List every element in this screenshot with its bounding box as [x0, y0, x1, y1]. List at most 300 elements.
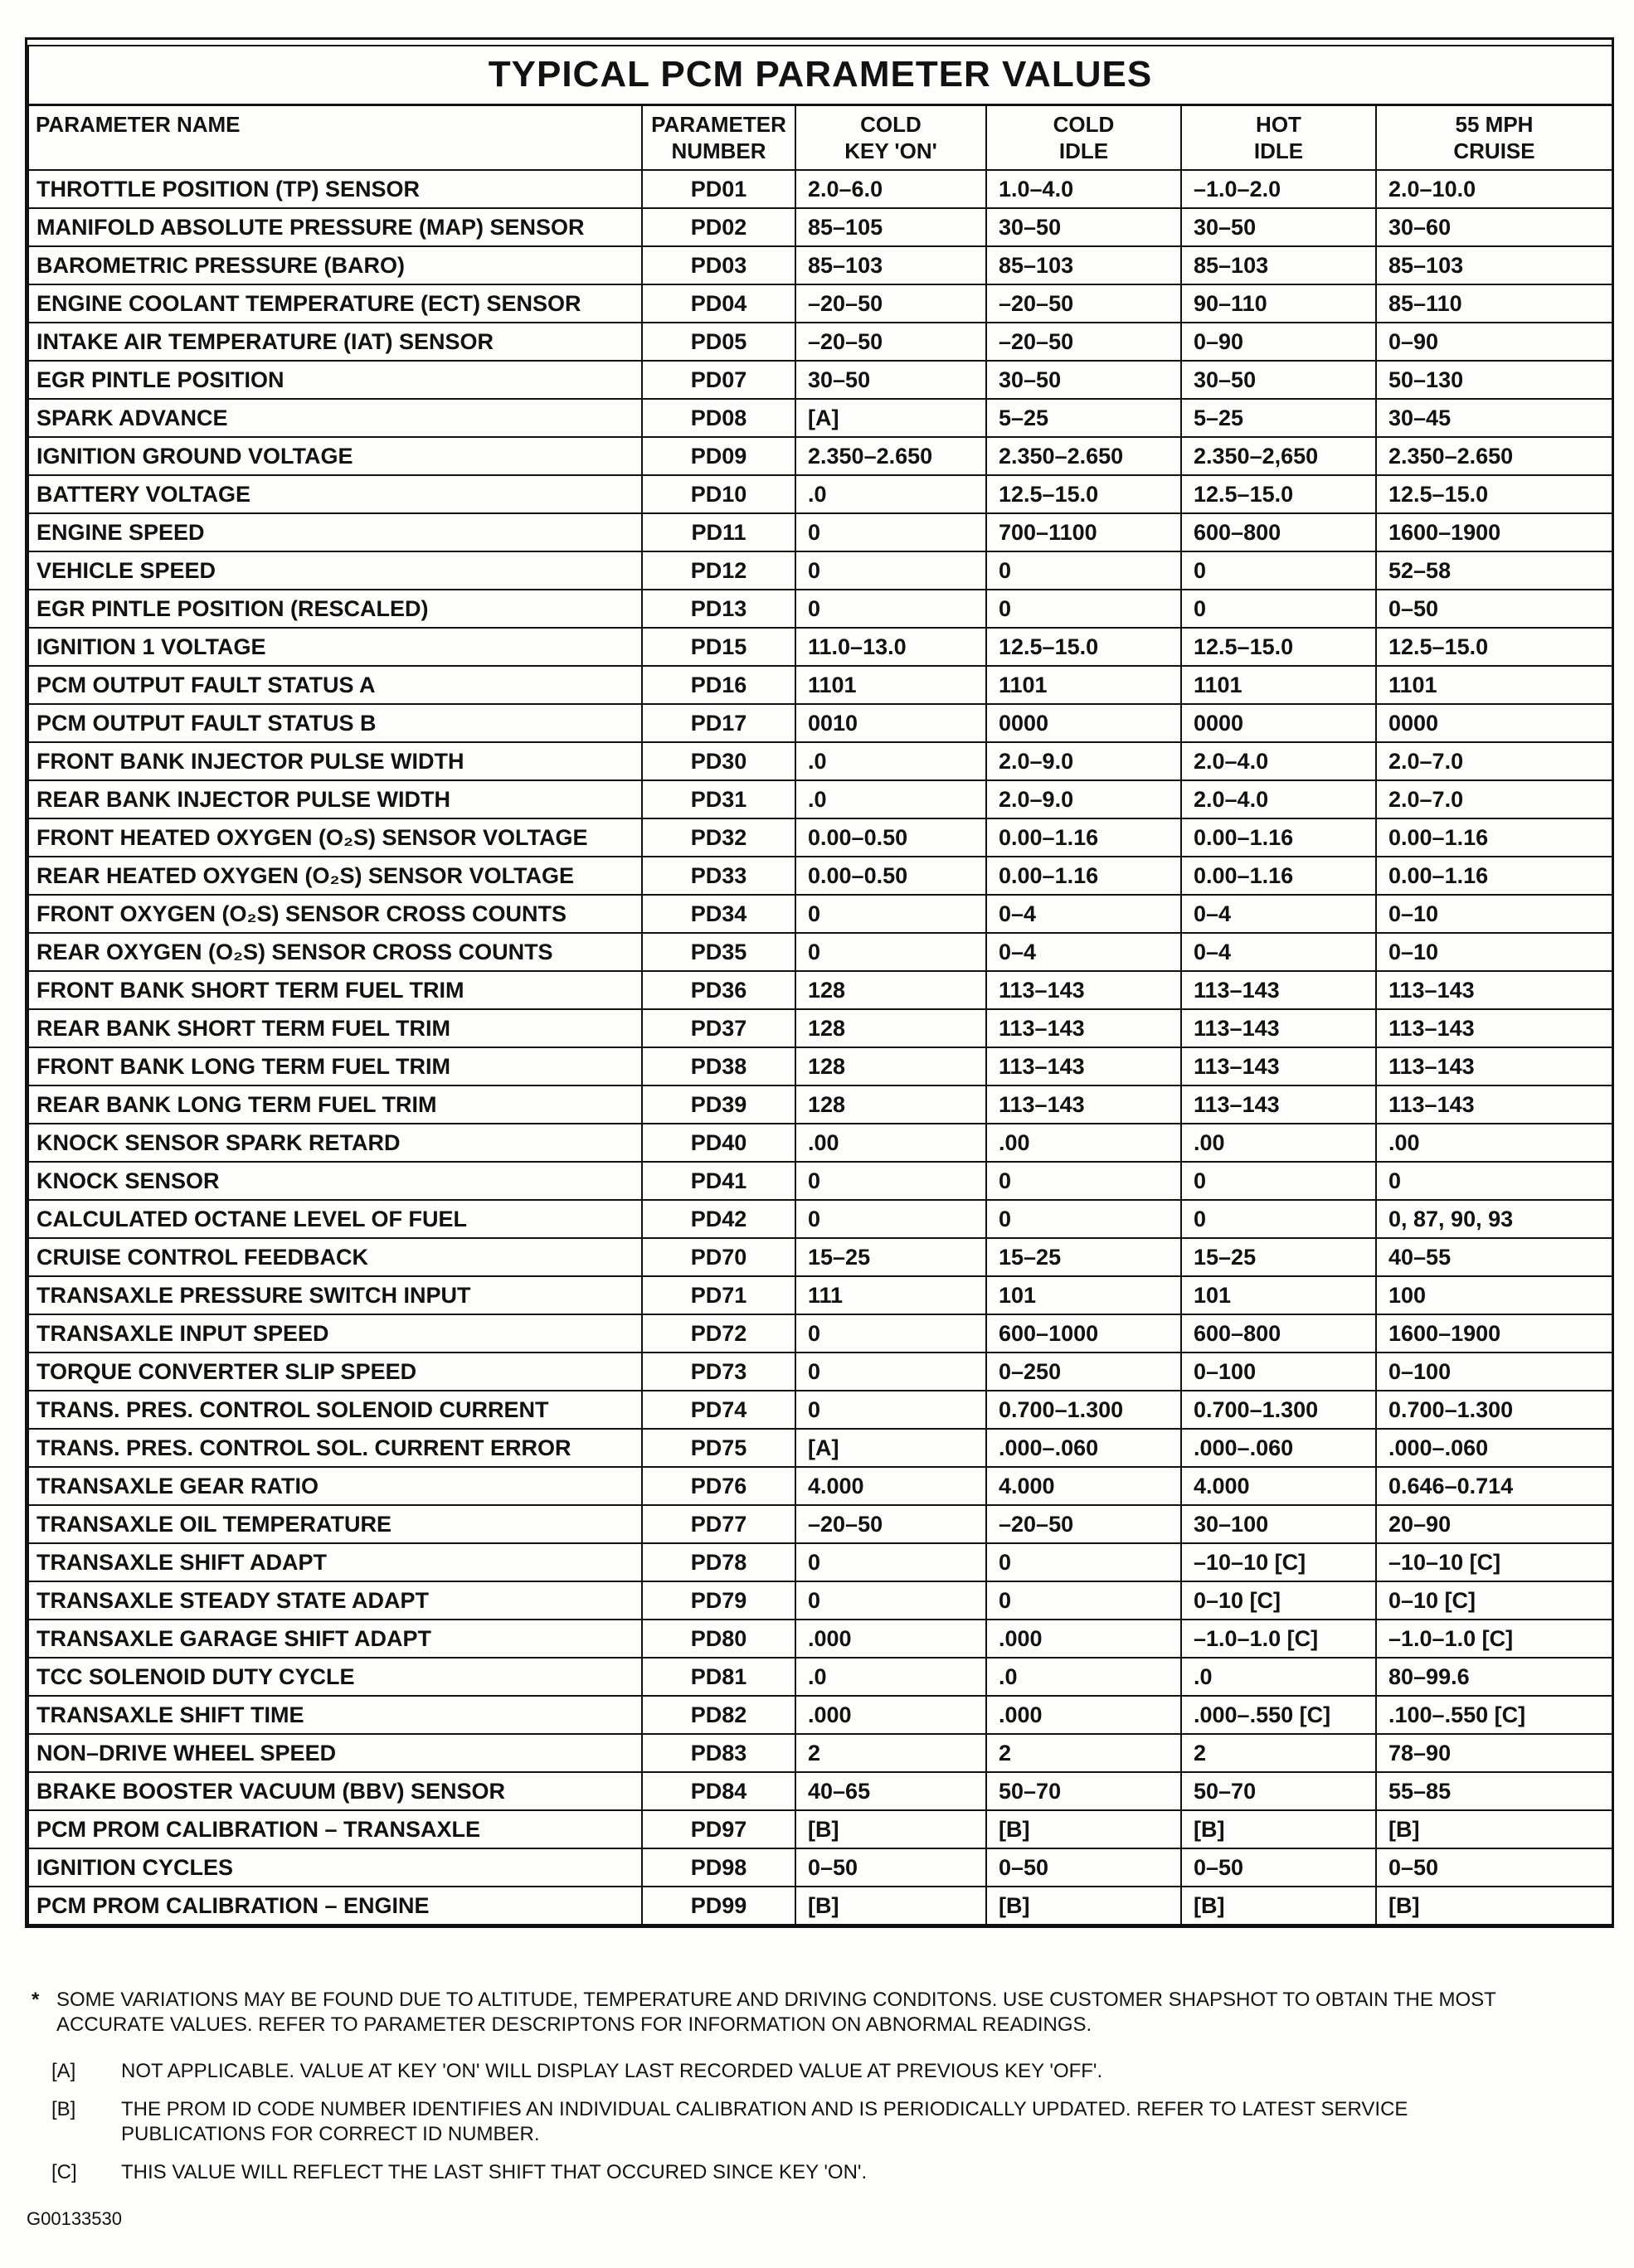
cell-55mph-cruise: 85–103 [1376, 246, 1612, 284]
cell-parameter-number: PD01 [642, 170, 795, 208]
footnote-a-text: NOT APPLICABLE. VALUE AT KEY 'ON' WILL DISPLAY LAST RECORDED VALUE AT PREVIOUS KEY 'OFF'. [121, 2060, 1103, 2082]
footnote-c-marker: [C] [51, 2161, 77, 2183]
table-row [28, 1848, 1612, 1887]
cell-55mph-cruise: 113–143 [1376, 1009, 1612, 1047]
cell-parameter-name: IGNITION CYCLES [28, 1848, 642, 1887]
table-row [28, 361, 1612, 399]
table-row [28, 246, 1612, 284]
cell-55mph-cruise: –10–10 [C] [1376, 1543, 1612, 1581]
cell-cold-idle: 113–143 [986, 1047, 1181, 1085]
cell-cold-key-on: 0 [795, 933, 986, 971]
footnote-a [51, 2059, 1593, 2084]
cell-55mph-cruise: 1600–1900 [1376, 513, 1612, 551]
cell-hot-idle: 101 [1181, 1276, 1376, 1314]
cell-parameter-number: PD32 [642, 818, 795, 857]
cell-parameter-number: PD03 [642, 246, 795, 284]
table-row [28, 1620, 1612, 1658]
cell-parameter-name: CALCULATED OCTANE LEVEL OF FUEL [28, 1200, 642, 1238]
cell-parameter-name: FRONT BANK INJECTOR PULSE WIDTH [28, 742, 642, 780]
table-row [28, 1581, 1612, 1620]
cell-parameter-name: TRANSAXLE PRESSURE SWITCH INPUT [28, 1276, 642, 1314]
cell-parameter-number: PD16 [642, 666, 795, 704]
cell-cold-idle: 12.5–15.0 [986, 628, 1181, 666]
header-cold-idle: COLD IDLE [986, 105, 1181, 171]
cell-parameter-name: ENGINE COOLANT TEMPERATURE (ECT) SENSOR [28, 284, 642, 323]
cell-55mph-cruise: 30–45 [1376, 399, 1612, 437]
cell-cold-idle: 85–103 [986, 246, 1181, 284]
cell-parameter-number: PD97 [642, 1810, 795, 1848]
cell-hot-idle: 30–100 [1181, 1505, 1376, 1543]
cell-55mph-cruise: 0.00–1.16 [1376, 857, 1612, 895]
header-cold-key-on: COLD KEY 'ON' [795, 105, 986, 171]
cell-55mph-cruise: 100 [1376, 1276, 1612, 1314]
cell-parameter-name: TRANSAXLE INPUT SPEED [28, 1314, 642, 1353]
cell-cold-key-on: 0 [795, 1543, 986, 1581]
cell-parameter-number: PD76 [642, 1467, 795, 1505]
table-row [28, 895, 1612, 933]
cell-cold-idle: 2 [986, 1734, 1181, 1772]
cell-hot-idle: .000–.550 [C] [1181, 1696, 1376, 1734]
cell-cold-key-on: .0 [795, 742, 986, 780]
table-row [28, 1658, 1612, 1696]
cell-hot-idle: –1.0–2.0 [1181, 170, 1376, 208]
cell-cold-idle: –20–50 [986, 1505, 1181, 1543]
cell-cold-key-on: .000 [795, 1696, 986, 1734]
cell-parameter-name: TRANS. PRES. CONTROL SOLENOID CURRENT [28, 1391, 642, 1429]
cell-hot-idle: 0–4 [1181, 895, 1376, 933]
cell-cold-key-on: 0 [795, 1581, 986, 1620]
footnote-b [51, 2097, 1593, 2147]
cell-parameter-name: BRAKE BOOSTER VACUUM (BBV) SENSOR [28, 1772, 642, 1810]
table-row [28, 551, 1612, 590]
cell-cold-idle: .00 [986, 1124, 1181, 1162]
table-row [28, 399, 1612, 437]
cell-cold-key-on: [B] [795, 1810, 986, 1848]
cell-cold-idle: .000 [986, 1696, 1181, 1734]
cell-55mph-cruise: 0.00–1.16 [1376, 818, 1612, 857]
cell-cold-idle: 0 [986, 1581, 1181, 1620]
footnote-star-marker: * [32, 1989, 40, 2011]
cell-hot-idle: 30–50 [1181, 208, 1376, 246]
table-row [28, 1429, 1612, 1467]
cell-parameter-number: PD12 [642, 551, 795, 590]
cell-cold-idle: 0 [986, 1543, 1181, 1581]
cell-parameter-number: PD40 [642, 1124, 795, 1162]
cell-parameter-number: PD37 [642, 1009, 795, 1047]
table-row [28, 1047, 1612, 1085]
table-row [28, 1696, 1612, 1734]
cell-parameter-number: PD13 [642, 590, 795, 628]
cell-parameter-number: PD05 [642, 323, 795, 361]
cell-cold-key-on: 85–103 [795, 246, 986, 284]
cell-cold-key-on: 0 [795, 1314, 986, 1353]
header-parameter-number: PARAMETER NUMBER [642, 105, 795, 171]
cell-hot-idle: .000–.060 [1181, 1429, 1376, 1467]
cell-parameter-name: FRONT OXYGEN (O₂S) SENSOR CROSS COUNTS [28, 895, 642, 933]
table-row [28, 208, 1612, 246]
cell-cold-idle: 30–50 [986, 208, 1181, 246]
cell-parameter-name: FRONT HEATED OXYGEN (O₂S) SENSOR VOLTAGE [28, 818, 642, 857]
cell-parameter-name: FRONT BANK SHORT TERM FUEL TRIM [28, 971, 642, 1009]
cell-hot-idle: .00 [1181, 1124, 1376, 1162]
cell-hot-idle: 12.5–15.0 [1181, 628, 1376, 666]
cell-cold-key-on: 128 [795, 1085, 986, 1124]
cell-parameter-name: VEHICLE SPEED [28, 551, 642, 590]
table-row [28, 1200, 1612, 1238]
table-row [28, 742, 1612, 780]
cell-hot-idle: 0.700–1.300 [1181, 1391, 1376, 1429]
cell-cold-idle: 0 [986, 1162, 1181, 1200]
cell-parameter-number: PD39 [642, 1085, 795, 1124]
cell-parameter-name: KNOCK SENSOR [28, 1162, 642, 1200]
cell-cold-idle: 0–4 [986, 895, 1181, 933]
cell-parameter-number: PD42 [642, 1200, 795, 1238]
cell-55mph-cruise: 1101 [1376, 666, 1612, 704]
cell-parameter-number: PD99 [642, 1887, 795, 1925]
table-row [28, 437, 1612, 475]
cell-hot-idle: 5–25 [1181, 399, 1376, 437]
cell-parameter-number: PD35 [642, 933, 795, 971]
cell-55mph-cruise: 2.0–10.0 [1376, 170, 1612, 208]
cell-cold-key-on: 15–25 [795, 1238, 986, 1276]
cell-parameter-name: SPARK ADVANCE [28, 399, 642, 437]
cell-cold-idle: –20–50 [986, 323, 1181, 361]
cell-parameter-name: REAR HEATED OXYGEN (O₂S) SENSOR VOLTAGE [28, 857, 642, 895]
cell-cold-idle: 101 [986, 1276, 1181, 1314]
cell-cold-idle: 0 [986, 590, 1181, 628]
cell-55mph-cruise: 0 [1376, 1162, 1612, 1200]
cell-parameter-name: THROTTLE POSITION (TP) SENSOR [28, 170, 642, 208]
cell-cold-key-on: 2 [795, 1734, 986, 1772]
table-row [28, 1238, 1612, 1276]
table-row [28, 513, 1612, 551]
cell-hot-idle: 600–800 [1181, 513, 1376, 551]
cell-hot-idle: [B] [1181, 1887, 1376, 1925]
cell-hot-idle: 1101 [1181, 666, 1376, 704]
cell-cold-key-on: .000 [795, 1620, 986, 1658]
cell-parameter-number: PD08 [642, 399, 795, 437]
table-title: TYPICAL PCM PARAMETER VALUES [28, 46, 1612, 105]
cell-55mph-cruise: 40–55 [1376, 1238, 1612, 1276]
cell-cold-key-on: 2.0–6.0 [795, 170, 986, 208]
table-header-row [28, 105, 1612, 171]
table-row [28, 628, 1612, 666]
footnote-b-marker: [B] [51, 2098, 76, 2120]
figure-id: G00133530 [27, 2208, 122, 2229]
cell-cold-key-on: .0 [795, 1658, 986, 1696]
cell-parameter-name: TRANSAXLE STEADY STATE ADAPT [28, 1581, 642, 1620]
cell-hot-idle: 113–143 [1181, 1047, 1376, 1085]
cell-parameter-name: EGR PINTLE POSITION [28, 361, 642, 399]
cell-cold-key-on: 1101 [795, 666, 986, 704]
cell-parameter-name: REAR OXYGEN (O₂S) SENSOR CROSS COUNTS [28, 933, 642, 971]
cell-cold-key-on: 0.00–0.50 [795, 857, 986, 895]
cell-cold-idle: 1.0–4.0 [986, 170, 1181, 208]
cell-55mph-cruise: 0–10 [1376, 933, 1612, 971]
cell-cold-key-on: [A] [795, 1429, 986, 1467]
cell-cold-key-on: 0 [795, 1162, 986, 1200]
cell-cold-idle: 2.0–9.0 [986, 780, 1181, 818]
table-row [28, 1772, 1612, 1810]
table-row [28, 1353, 1612, 1391]
cell-hot-idle: 90–110 [1181, 284, 1376, 323]
table-row [28, 857, 1612, 895]
cell-parameter-number: PD04 [642, 284, 795, 323]
cell-hot-idle: 2.0–4.0 [1181, 780, 1376, 818]
cell-55mph-cruise: 80–99.6 [1376, 1658, 1612, 1696]
cell-parameter-number: PD02 [642, 208, 795, 246]
cell-55mph-cruise: 0–50 [1376, 590, 1612, 628]
footnote-star-text: SOME VARIATIONS MAY BE FOUND DUE TO ALTITUDE, TEMPERATURE AND DRIVING CONDITONS. USE CUSTOMER SHAPSHOT TO OBTAIN THE MOST ACCURATE VALUES. REFER TO PARAMETER DESCRIPTONS FOR INFORMATION ON ABNORMAL READINGS. [56, 1989, 1496, 2036]
table-row [28, 1505, 1612, 1543]
cell-parameter-number: PD17 [642, 704, 795, 742]
cell-parameter-number: PD82 [642, 1696, 795, 1734]
cell-parameter-name: ENGINE SPEED [28, 513, 642, 551]
cell-hot-idle: 0 [1181, 1162, 1376, 1200]
table-row [28, 1734, 1612, 1772]
cell-cold-key-on: –20–50 [795, 284, 986, 323]
table-row [28, 284, 1612, 323]
cell-parameter-name: PCM OUTPUT FAULT STATUS B [28, 704, 642, 742]
cell-parameter-name: INTAKE AIR TEMPERATURE (IAT) SENSOR [28, 323, 642, 361]
cell-55mph-cruise: 0, 87, 90, 93 [1376, 1200, 1612, 1238]
table-row [28, 704, 1612, 742]
pcm-table-border [25, 37, 1614, 1928]
cell-cold-idle: .000–.060 [986, 1429, 1181, 1467]
cell-55mph-cruise: 1600–1900 [1376, 1314, 1612, 1353]
cell-cold-key-on: [A] [795, 399, 986, 437]
table-row [28, 1085, 1612, 1124]
cell-hot-idle: 2 [1181, 1734, 1376, 1772]
table-row [28, 1810, 1612, 1848]
cell-cold-idle: 4.000 [986, 1467, 1181, 1505]
cell-55mph-cruise: 12.5–15.0 [1376, 628, 1612, 666]
cell-cold-idle: 113–143 [986, 1009, 1181, 1047]
cell-cold-key-on: 0–50 [795, 1848, 986, 1887]
cell-parameter-number: PD78 [642, 1543, 795, 1581]
cell-55mph-cruise: 113–143 [1376, 1085, 1612, 1124]
header-parameter-name: PARAMETER NAME [28, 105, 642, 171]
cell-cold-idle: 2.350–2.650 [986, 437, 1181, 475]
cell-cold-key-on: 128 [795, 1047, 986, 1085]
cell-hot-idle: 0000 [1181, 704, 1376, 742]
cell-parameter-number: PD30 [642, 742, 795, 780]
cell-hot-idle: 0 [1181, 590, 1376, 628]
cell-parameter-name: IGNITION 1 VOLTAGE [28, 628, 642, 666]
cell-parameter-name: TRANSAXLE SHIFT ADAPT [28, 1543, 642, 1581]
cell-cold-idle: 1101 [986, 666, 1181, 704]
cell-parameter-name: BAROMETRIC PRESSURE (BARO) [28, 246, 642, 284]
cell-parameter-number: PD34 [642, 895, 795, 933]
cell-hot-idle: 0.00–1.16 [1181, 857, 1376, 895]
cell-cold-key-on: .0 [795, 475, 986, 513]
cell-55mph-cruise: 52–58 [1376, 551, 1612, 590]
cell-parameter-name: KNOCK SENSOR SPARK RETARD [28, 1124, 642, 1162]
cell-hot-idle: 15–25 [1181, 1238, 1376, 1276]
cell-55mph-cruise: –1.0–1.0 [C] [1376, 1620, 1612, 1658]
cell-cold-key-on: 85–105 [795, 208, 986, 246]
cell-cold-idle: 0 [986, 1200, 1181, 1238]
cell-parameter-number: PD38 [642, 1047, 795, 1085]
cell-cold-key-on: –20–50 [795, 1505, 986, 1543]
cell-cold-key-on: 30–50 [795, 361, 986, 399]
cell-parameter-name: MANIFOLD ABSOLUTE PRESSURE (MAP) SENSOR [28, 208, 642, 246]
cell-cold-key-on: 40–65 [795, 1772, 986, 1810]
cell-55mph-cruise: 0–90 [1376, 323, 1612, 361]
footnote-c [51, 2160, 1593, 2185]
cell-parameter-name: REAR BANK INJECTOR PULSE WIDTH [28, 780, 642, 818]
table-row [28, 1276, 1612, 1314]
cell-cold-idle: 113–143 [986, 1085, 1181, 1124]
cell-cold-key-on: 11.0–13.0 [795, 628, 986, 666]
cell-55mph-cruise: 2.0–7.0 [1376, 742, 1612, 780]
cell-55mph-cruise: [B] [1376, 1887, 1612, 1925]
cell-55mph-cruise: [B] [1376, 1810, 1612, 1848]
cell-parameter-name: EGR PINTLE POSITION (RESCALED) [28, 590, 642, 628]
cell-cold-key-on: –20–50 [795, 323, 986, 361]
cell-hot-idle: 2.350–2,650 [1181, 437, 1376, 475]
cell-parameter-name: REAR BANK SHORT TERM FUEL TRIM [28, 1009, 642, 1047]
cell-parameter-name: FRONT BANK LONG TERM FUEL TRIM [28, 1047, 642, 1085]
cell-hot-idle: 2.0–4.0 [1181, 742, 1376, 780]
cell-cold-idle: 5–25 [986, 399, 1181, 437]
table-row [28, 590, 1612, 628]
cell-cold-idle: 0–4 [986, 933, 1181, 971]
cell-cold-idle: .000 [986, 1620, 1181, 1658]
cell-parameter-number: PD80 [642, 1620, 795, 1658]
cell-parameter-name: NON–DRIVE WHEEL SPEED [28, 1734, 642, 1772]
cell-cold-key-on: 0 [795, 551, 986, 590]
cell-parameter-number: PD83 [642, 1734, 795, 1772]
cell-parameter-name: TORQUE CONVERTER SLIP SPEED [28, 1353, 642, 1391]
cell-55mph-cruise: .100–.550 [C] [1376, 1696, 1612, 1734]
cell-parameter-name: IGNITION GROUND VOLTAGE [28, 437, 642, 475]
cell-55mph-cruise: 0000 [1376, 704, 1612, 742]
cell-hot-idle: 0 [1181, 1200, 1376, 1238]
cell-cold-key-on: .00 [795, 1124, 986, 1162]
table-row [28, 1162, 1612, 1200]
cell-parameter-number: PD70 [642, 1238, 795, 1276]
footnotes-section [25, 1988, 1593, 2232]
pcm-parameter-table [27, 45, 1613, 1926]
table-row [28, 1391, 1612, 1429]
cell-hot-idle: 12.5–15.0 [1181, 475, 1376, 513]
cell-hot-idle: 0–90 [1181, 323, 1376, 361]
cell-cold-idle: [B] [986, 1810, 1181, 1848]
cell-cold-idle: 0.700–1.300 [986, 1391, 1181, 1429]
header-hot-idle: HOT IDLE [1181, 105, 1376, 171]
cell-cold-idle: 0000 [986, 704, 1181, 742]
cell-cold-key-on: 0 [795, 1200, 986, 1238]
cell-cold-key-on: 0 [795, 590, 986, 628]
cell-cold-idle: 0–250 [986, 1353, 1181, 1391]
cell-hot-idle: 113–143 [1181, 1085, 1376, 1124]
cell-parameter-number: PD72 [642, 1314, 795, 1353]
cell-parameter-number: PD41 [642, 1162, 795, 1200]
cell-hot-idle: 0–4 [1181, 933, 1376, 971]
cell-parameter-number: PD73 [642, 1353, 795, 1391]
cell-hot-idle: 0 [1181, 551, 1376, 590]
table-row [28, 1009, 1612, 1047]
cell-55mph-cruise: 2.350–2.650 [1376, 437, 1612, 475]
cell-cold-idle: 2.0–9.0 [986, 742, 1181, 780]
cell-parameter-number: PD15 [642, 628, 795, 666]
cell-55mph-cruise: 0–100 [1376, 1353, 1612, 1391]
cell-parameter-name: BATTERY VOLTAGE [28, 475, 642, 513]
cell-parameter-number: PD98 [642, 1848, 795, 1887]
cell-cold-key-on: 0 [795, 513, 986, 551]
cell-55mph-cruise: 113–143 [1376, 1047, 1612, 1085]
footnote-star [32, 1988, 1593, 2037]
cell-parameter-number: PD71 [642, 1276, 795, 1314]
cell-parameter-number: PD75 [642, 1429, 795, 1467]
cell-cold-idle: –20–50 [986, 284, 1181, 323]
cell-hot-idle: 113–143 [1181, 1009, 1376, 1047]
cell-cold-key-on: 111 [795, 1276, 986, 1314]
cell-hot-idle: 0–50 [1181, 1848, 1376, 1887]
cell-cold-idle: .0 [986, 1658, 1181, 1696]
cell-55mph-cruise: 30–60 [1376, 208, 1612, 246]
cell-hot-idle: 4.000 [1181, 1467, 1376, 1505]
cell-parameter-name: TRANSAXLE OIL TEMPERATURE [28, 1505, 642, 1543]
cell-parameter-name: PCM OUTPUT FAULT STATUS A [28, 666, 642, 704]
cell-55mph-cruise: 55–85 [1376, 1772, 1612, 1810]
table-row [28, 475, 1612, 513]
cell-55mph-cruise: 2.0–7.0 [1376, 780, 1612, 818]
cell-cold-key-on: 0 [795, 1353, 986, 1391]
cell-cold-idle: 12.5–15.0 [986, 475, 1181, 513]
cell-cold-key-on: .0 [795, 780, 986, 818]
table-row [28, 170, 1612, 208]
cell-hot-idle: 600–800 [1181, 1314, 1376, 1353]
cell-parameter-name: TCC SOLENOID DUTY CYCLE [28, 1658, 642, 1696]
cell-cold-idle: 50–70 [986, 1772, 1181, 1810]
table-row [28, 818, 1612, 857]
cell-hot-idle: –1.0–1.0 [C] [1181, 1620, 1376, 1658]
cell-parameter-number: PD33 [642, 857, 795, 895]
table-row [28, 933, 1612, 971]
table-row [28, 971, 1612, 1009]
cell-parameter-name: TRANSAXLE GARAGE SHIFT ADAPT [28, 1620, 642, 1658]
table-row [28, 1887, 1612, 1925]
cell-hot-idle: –10–10 [C] [1181, 1543, 1376, 1581]
cell-parameter-number: PD07 [642, 361, 795, 399]
cell-55mph-cruise: .00 [1376, 1124, 1612, 1162]
cell-55mph-cruise: 85–110 [1376, 284, 1612, 323]
cell-cold-idle: 700–1100 [986, 513, 1181, 551]
cell-parameter-name: TRANSAXLE SHIFT TIME [28, 1696, 642, 1734]
cell-cold-idle: 30–50 [986, 361, 1181, 399]
cell-parameter-number: PD10 [642, 475, 795, 513]
cell-cold-key-on: 128 [795, 971, 986, 1009]
cell-55mph-cruise: 0.700–1.300 [1376, 1391, 1612, 1429]
cell-55mph-cruise: 0–50 [1376, 1848, 1612, 1887]
cell-parameter-name: CRUISE CONTROL FEEDBACK [28, 1238, 642, 1276]
cell-hot-idle: 0–100 [1181, 1353, 1376, 1391]
cell-55mph-cruise: 113–143 [1376, 971, 1612, 1009]
cell-55mph-cruise: 0.646–0.714 [1376, 1467, 1612, 1505]
cell-cold-key-on: [B] [795, 1887, 986, 1925]
table-row [28, 1124, 1612, 1162]
cell-parameter-name: TRANSAXLE GEAR RATIO [28, 1467, 642, 1505]
cell-cold-key-on: 0 [795, 1391, 986, 1429]
table-row [28, 1467, 1612, 1505]
cell-55mph-cruise: 50–130 [1376, 361, 1612, 399]
cell-cold-key-on: 0.00–0.50 [795, 818, 986, 857]
table-row [28, 323, 1612, 361]
cell-cold-key-on: 128 [795, 1009, 986, 1047]
cell-parameter-number: PD81 [642, 1658, 795, 1696]
